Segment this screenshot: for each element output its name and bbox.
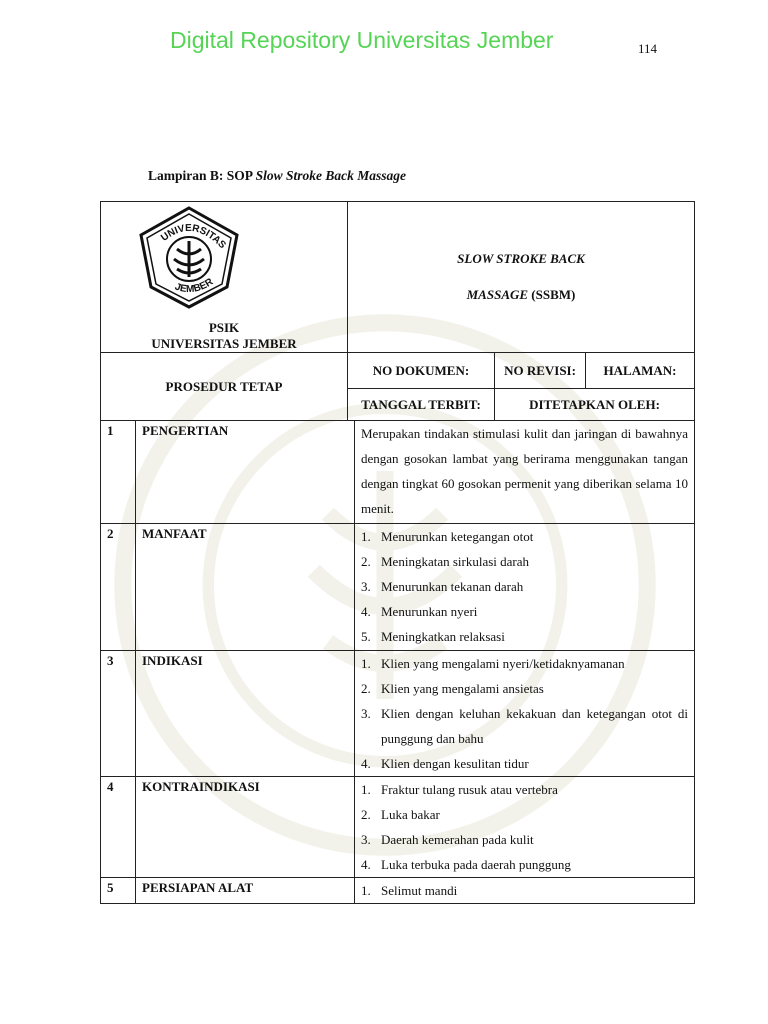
institution-line-1: PSIK bbox=[208, 320, 240, 335]
section-label: INDIKASI bbox=[136, 651, 355, 777]
sop-header-table bbox=[100, 201, 695, 421]
caption-prefix: Lampiran B: SOP bbox=[148, 168, 253, 183]
list-item: 1. Menurunkan ketegangan otot bbox=[361, 529, 534, 544]
list-item: 4. Luka terbuka pada daerah punggung bbox=[361, 857, 571, 872]
sop-title bbox=[348, 202, 695, 353]
section-row bbox=[101, 421, 695, 524]
procedure-label: PROSEDUR TETAP bbox=[101, 353, 348, 421]
logo-cell bbox=[101, 202, 348, 353]
list-item: 3. Klien dengan keluhan kekakuan dan ketegangan otot di punggung dan bahu bbox=[361, 706, 688, 746]
section-label: KONTRAINDIKASI bbox=[136, 777, 355, 878]
list-item: 1. Klien yang mengalami nyeri/ketidaknyamanan bbox=[361, 656, 625, 671]
list-item: 4. Menurunkan nyeri bbox=[361, 604, 478, 619]
section-paragraph: Merupakan tindakan stimulasi kulit dan jaringan di bawahnya dengan gosokan lambat yang berirama menggunakan tangan dengan tingkat 60 gosokan permenit yang diberikan selama 10 menit. bbox=[361, 426, 688, 516]
section-number: 4 bbox=[101, 777, 136, 878]
caption-title: Slow Stroke Back Massage bbox=[255, 168, 407, 183]
section-number: 2 bbox=[101, 524, 136, 651]
sop-title-line-2-upright: (SSBM) bbox=[531, 287, 576, 302]
university-logo-icon bbox=[134, 205, 244, 310]
section-number: 3 bbox=[101, 651, 136, 777]
section-row bbox=[101, 651, 695, 777]
institution-line-2: UNIVERSITAS JEMBER bbox=[151, 336, 297, 351]
list-item: 3. Menurunkan tekanan darah bbox=[361, 579, 524, 594]
page-number: 114 bbox=[638, 41, 658, 56]
sop-title-line-1: SLOW STROKE BACK bbox=[457, 251, 585, 266]
list-item: 2. Klien yang mengalami ansietas bbox=[361, 681, 544, 696]
appendix-caption bbox=[148, 168, 406, 184]
list-item: 5. Meningkatkan relaksasi bbox=[361, 629, 505, 644]
list-item: 2. Luka bakar bbox=[361, 807, 440, 822]
section-number: 5 bbox=[101, 878, 136, 904]
list-item: 4. Klien dengan kesulitan tidur bbox=[361, 756, 529, 771]
sop-content-table bbox=[100, 420, 695, 904]
halaman-label: HALAMAN: bbox=[586, 353, 695, 389]
list-item: 1. Selimut mandi bbox=[361, 883, 458, 898]
svg-text:UNIVERSITAS: UNIVERSITAS bbox=[159, 222, 228, 252]
no-dokumen-label: NO DOKUMEN: bbox=[348, 353, 495, 389]
section-row bbox=[101, 878, 695, 904]
list-item: 1. Fraktur tulang rusuk atau vertebra bbox=[361, 782, 558, 797]
list-item: 2. Meningkatan sirkulasi darah bbox=[361, 554, 530, 569]
section-label: PENGERTIAN bbox=[136, 421, 355, 524]
section-number: 1 bbox=[101, 421, 136, 524]
section-label: PERSIAPAN ALAT bbox=[136, 878, 355, 904]
sop-title-line-2-italic: MASSAGE bbox=[466, 287, 529, 302]
ditetapkan-oleh-label: DITETAPKAN OLEH: bbox=[495, 389, 695, 421]
svg-text:JEMBER: JEMBER bbox=[173, 276, 216, 296]
tanggal-terbit-label: TANGGAL TERBIT: bbox=[348, 389, 495, 421]
list-item: 3. Daerah kemerahan pada kulit bbox=[361, 832, 534, 847]
section-row bbox=[101, 777, 695, 878]
section-label: MANFAAT bbox=[136, 524, 355, 651]
repository-watermark-title: Digital Repository Universitas Jember bbox=[170, 27, 554, 53]
no-revisi-label: NO REVISI: bbox=[495, 353, 586, 389]
section-row bbox=[101, 524, 695, 651]
